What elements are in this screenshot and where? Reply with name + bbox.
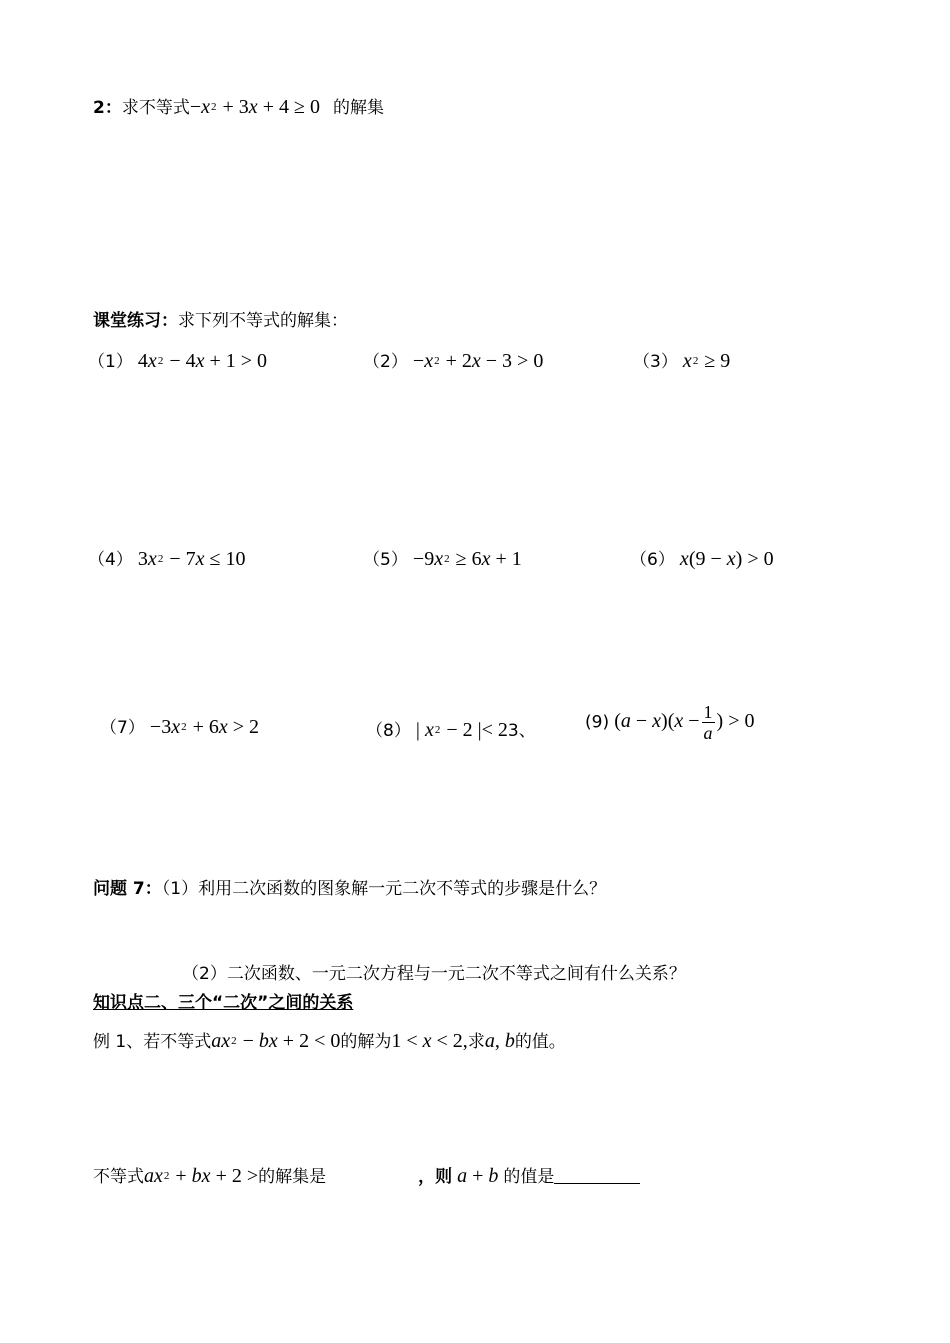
exercise-4-label: （4） (88, 550, 133, 570)
follow-up-suffix: 的值是 (503, 1167, 555, 1187)
exercise-2-inequality: $-x^2 + 2x - 3 > 0$ (412, 350, 544, 372)
example-1-variables: a, b (484, 1030, 515, 1052)
exercise-5-inequality: $-9x^2 \ge 6x + 1$ (412, 548, 522, 570)
exercise-8-tail: 3、 (507, 721, 536, 741)
exercise-2-label: （2） (363, 352, 408, 372)
follow-up-mid: 的解集是 (258, 1167, 327, 1187)
example-1-suffix: 的值。 (514, 1032, 566, 1052)
exercise-3 (633, 347, 730, 373)
exercise-8 (366, 716, 536, 742)
follow-up-comma: ，则 (418, 1167, 453, 1187)
example-1-inequality: $ax^2$ − bx + 2 < 0 (211, 1030, 341, 1052)
exercise-8-label: （8） (366, 721, 411, 741)
exercise-6-inequality: x(9 − x) > 0 (679, 548, 774, 570)
exercise-1 (88, 347, 267, 373)
example-1-solution: 1 < x < 2, (391, 1030, 468, 1052)
practice-heading (93, 306, 348, 331)
exercise-9-inequality: (a − x)(x − $\frac{1}{a}$ ) > 0 (614, 702, 755, 743)
exercise-8-inequality: | $x^2 - 2$ |< 2 (415, 719, 508, 741)
exercise-9 (585, 703, 754, 742)
exercise-7-inequality: $-3x^2 + 6x > 2$ (149, 716, 260, 738)
question-7-text-1: （1）利用二次函数的图象解一元二次不等式的步骤是什么？ (161, 879, 607, 899)
question-2-label: 2： (93, 98, 122, 118)
practice-title: 课堂练习： (93, 311, 178, 331)
example-1 (93, 1027, 566, 1053)
answer-blank[interactable] (554, 1165, 640, 1184)
exercise-4-inequality: $3x^2 - 7x \le 10$ (137, 548, 246, 570)
exercise-6-label: （6） (630, 550, 675, 570)
practice-text: 求下列不等式的解集： (178, 311, 348, 331)
exercise-7-label: （7） (100, 718, 145, 738)
follow-up-prefix: 不等式 (93, 1167, 144, 1187)
exercise-3-label: （3） (633, 352, 678, 372)
example-1-mid-2: 求 (467, 1032, 485, 1052)
exercise-5-label: （5） (363, 550, 408, 570)
exercise-4 (88, 545, 245, 571)
exercise-1-inequality: $4x^2 - 4x + 1 > 0$ (137, 350, 268, 372)
follow-up-inequality: $ax^2$ + bx + 2 > (144, 1165, 259, 1187)
question-7-text-2: （2）二次函数、一元二次方程与一元二次不等式之间有什么关系？ (182, 964, 686, 984)
exercise-3-inequality: $x^2 \ge 9$ (682, 350, 731, 372)
exercise-6 (630, 545, 774, 571)
follow-up-expression: a + b (457, 1165, 499, 1187)
exercise-2 (363, 347, 543, 373)
follow-up-question (93, 1162, 640, 1188)
question-7-part-2 (182, 959, 686, 984)
question-2-suffix: 的解集 (333, 98, 385, 118)
example-1-mid-1: 的解为 (340, 1032, 392, 1052)
question-2 (93, 93, 384, 119)
question-7-part-1 (93, 874, 606, 899)
question-7-label: 问题 7： (93, 879, 162, 899)
example-1-prefix: 例 1、若不等式 (93, 1032, 212, 1052)
exercise-9-label: (9) (585, 712, 610, 733)
exercise-5 (363, 545, 522, 571)
question-2-inequality: $-x^2 + 3x + 4 \ge 0$ (189, 96, 320, 118)
knowledge-point-2-title: 知识点二、三个“二次”之间的关系 (93, 993, 354, 1013)
question-2-prefix: 求不等式 (121, 98, 190, 118)
knowledge-point-2-heading (93, 988, 353, 1013)
exercise-1-label: （1） (88, 352, 133, 372)
fraction-one-over-a: $\frac{1}{a}$ (703, 702, 713, 743)
exercise-7 (100, 713, 259, 739)
